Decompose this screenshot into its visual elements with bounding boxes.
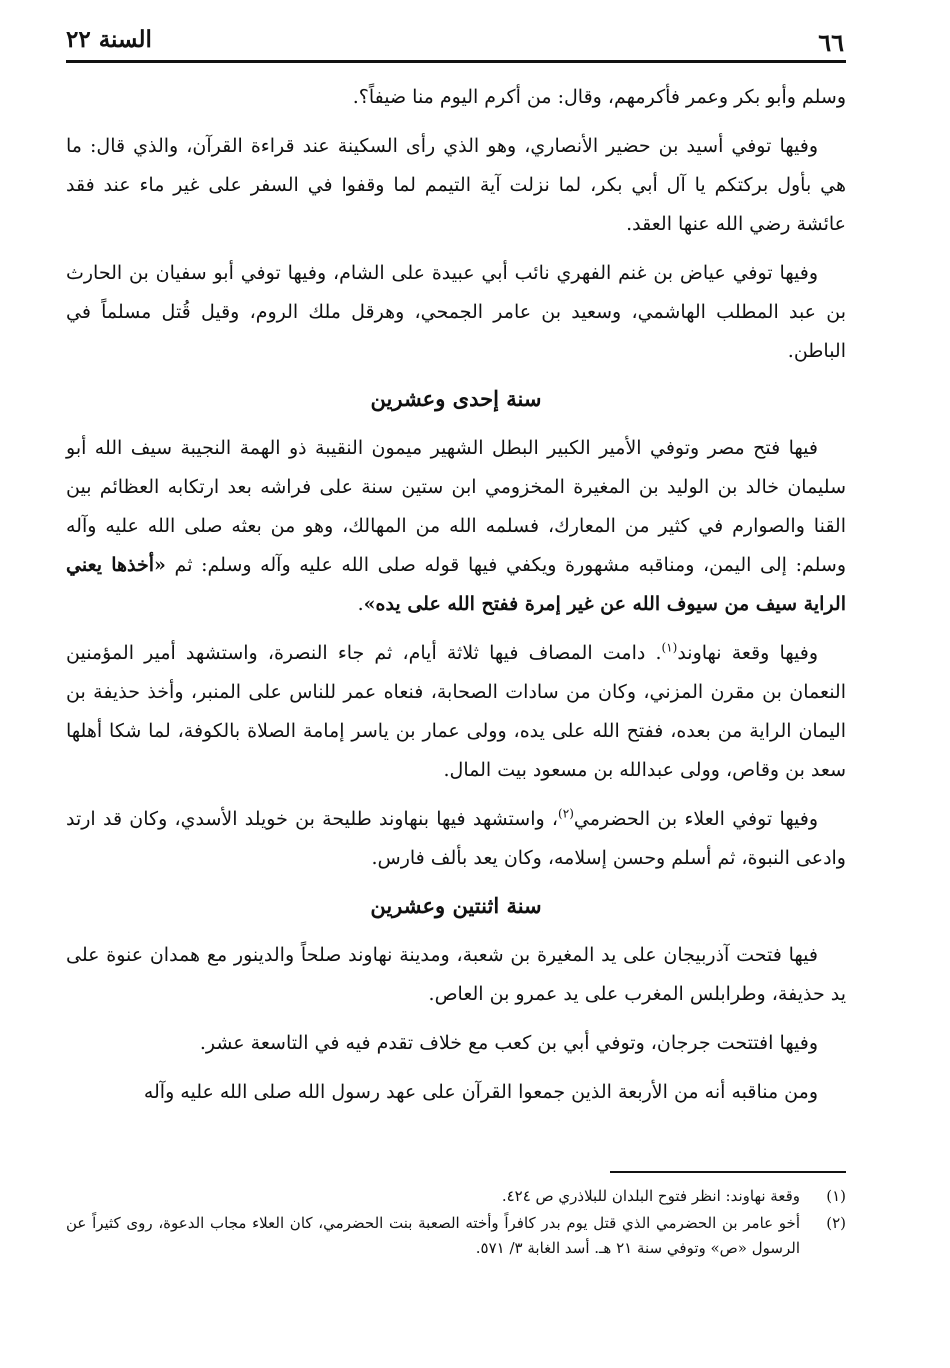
paragraph-khalid-end: . (357, 593, 364, 615)
footnote-ref-1[interactable]: (١) (661, 640, 678, 655)
page-header (66, 22, 846, 60)
footnotes (66, 1184, 846, 1263)
body-text (66, 78, 846, 1122)
footnote-1 (66, 1184, 846, 1209)
paragraph-jurjan: وفيها افتتحت جرجان، وتوفي أبي بن كعب مع خلاف تقدم فيه في التاسعة عشر. (199, 1032, 818, 1054)
paragraph-continuation: وسلم وأبو بكر وعمر فأكرمهم، وقال: من أكرم اليوم منا ضيفاً؟. (352, 86, 846, 108)
section-heading-year-21: سنة إحدى وعشرين (370, 386, 542, 411)
section-heading-year-22: سنة اثنتين وعشرين (370, 893, 542, 918)
footnote-2-text: أخو عامر بن الحضرمي الذي قتل يوم بدر كافراً وأخته الصعبة بنت الحضرمي، كان العلاء مجاب الدعوة، روى كثيراً عن الرسول «ص» وتوفي سنة ٢١ هـ. أسد الغابة ٣/ ٥٧١. (66, 1214, 800, 1257)
paragraph-ubayy: ومن مناقبه أنه من الأربعة الذين جمعوا القرآن على عهد رسول الله صلى الله عليه وآله (143, 1081, 818, 1103)
paragraph-nahawand-start: وفيها وقعة نهاوند (677, 642, 818, 664)
paragraph-iyad: وفيها توفي عياض بن غنم الفهري نائب أبي عبيدة على الشام، وفيها توفي أبو سفيان بن الحارث بن عبد المطلب الهاشمي، وسعيد بن عامر الجمحي، وهرقل ملك الروم، وقيل قُتل مسلماً في الباطن. (66, 262, 846, 362)
paragraph-khalid (66, 429, 846, 624)
page-number: ٦٦ (818, 28, 844, 57)
paragraph-ala-rest: ، واستشهد فيها بنهاوند طليحة بن خويلد الأسدي، وكان قد ارتد وادعى النبوة، ثم أسلم وحسن إسلامه، وكان يعد بألف فارس. (66, 808, 846, 869)
paragraph-nahawand-rest: . دامت المصاف فيها ثلاثة أيام، ثم جاء النصرة، واستشهد أمير المؤمنين النعمان بن مقرن المزني، وكان من سادات الصحابة، فنعاه عمر للناس على المنبر، وأخذ حذيفة بن اليمان الراية من بعده، ففتح الله على يده، وولى عمار بن ياسر إمامة الصلاة بالكوفة، لما شكا أهلها سعد بن وقاص، وولى عبدالله بن مسعود بيت المال. (66, 642, 846, 781)
paragraph-ala (66, 800, 846, 878)
footnote-1-number: (١) (826, 1187, 846, 1205)
footnote-1-text: وقعة نهاوند: انظر فتوح البلدان للبلاذري ص ٤٢٤. (501, 1187, 800, 1205)
paragraph-usayd: وفيها توفي أسيد بن حضير الأنصاري، وهو الذي رأى السكينة عند قراءة القرآن، والذي قال: ما هي بأول بركتكم يا آل أبي بكر، لما نزلت آية التيمم لما وقفوا في السفر على غير ماء عند فقد عائشة رضي الله عنها العقد. (66, 135, 846, 235)
paragraph-azerbaijan: فيها فتحت آذربيجان على يد المغيرة بن شعبة، ومدينة نهاوند صلحاً والدينور مع همدان عنوة على يد حذيفة، وطرابلس المغرب على يد عمرو بن العاص. (66, 944, 846, 1005)
hadith-quote: «أخذها يعني الراية سيف من سيوف الله عن غير إمرة ففتح الله على يده» (66, 554, 846, 615)
paragraph-ala-start: وفيها توفي العلاء بن الحضرمي (573, 808, 819, 830)
footnote-2 (66, 1211, 846, 1261)
footnote-ref-2[interactable]: (٢) (558, 806, 574, 821)
footnote-rule (610, 1171, 846, 1173)
footnote-2-number: (٢) (826, 1214, 846, 1232)
running-head: السنة ٢٢ (66, 26, 152, 53)
paragraph-khalid-text: فيها فتح مصر وتوفي الأمير الكبير البطل الشهير ميمون النقيبة ذو الهمة النجيبة سيف الله أبو سليمان خالد بن الوليد بن المغيرة المخزومي ابن ستين سنة على فراشه بعد ارتكابه العظائم بين القنا والصوارم في كثير من المعارك، فسلمه الله من المهالك، وهو من بعثه صلى الله عليه وآله وسلم: إلى اليمن، ومناقبه مشهورة ويكفي فيها قوله صلى الله عليه وآله وسلم: ثم (66, 437, 846, 576)
header-rule (66, 60, 846, 63)
paragraph-nahawand (66, 634, 846, 790)
